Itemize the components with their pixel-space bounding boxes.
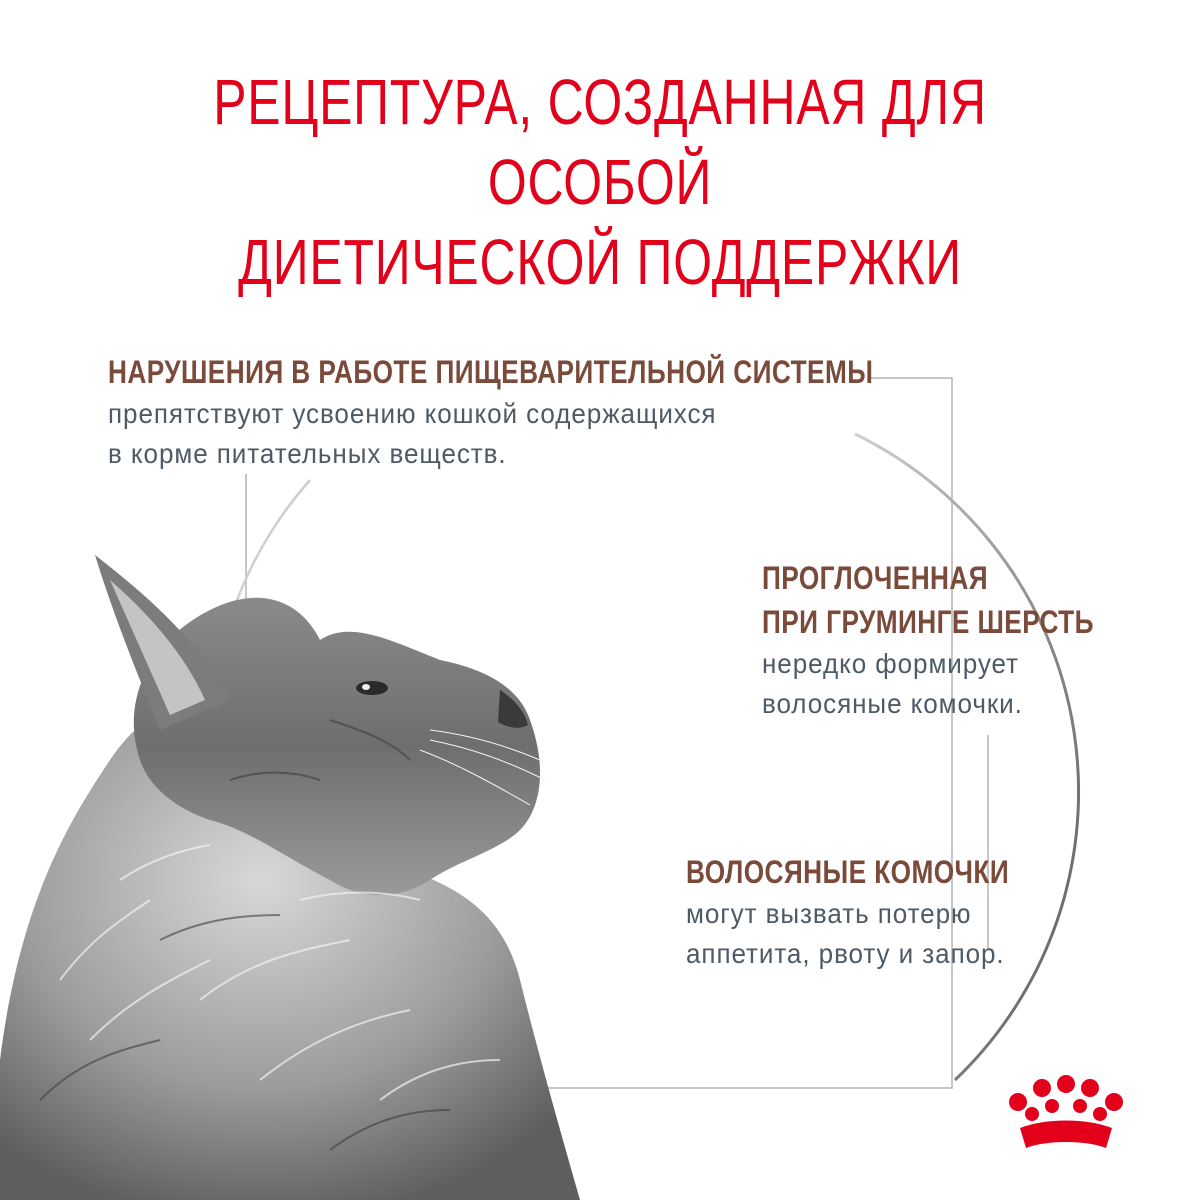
body-line: волосяные комочки.: [762, 688, 1023, 719]
info-heading: [108, 350, 873, 394]
info-body: [108, 394, 976, 474]
heading-line: ПРОГЛОЧЕННАЯ: [762, 560, 989, 596]
circle-arc: [855, 434, 1079, 1080]
body-line: нередко формирует: [762, 648, 1019, 679]
body-line: аппетита, рвоту и запор.: [686, 938, 1005, 969]
heading-line: ПРИ ГРУМИНГЕ ШЕРСТЬ: [762, 604, 1094, 640]
page-title: [132, 62, 1068, 302]
cat-photo: [0, 555, 580, 1200]
info-body: [686, 894, 1052, 974]
info-heading: [686, 850, 1009, 894]
title-line-1: РЕЦЕПТУРА, СОЗДАННАЯ ДЛЯ ОСОБОЙ: [213, 66, 987, 218]
info-block-digestion: [108, 350, 1041, 474]
title-line-2: ДИЕТИЧЕСКОЙ ПОДДЕРЖКИ: [238, 226, 962, 298]
heading-line: ВОЛОСЯНЫЕ КОМОЧКИ: [686, 854, 1010, 890]
info-block-swallowed-hair: [762, 556, 1167, 724]
body-line: препятствуют усвоению кошкой содержащихся: [108, 398, 717, 429]
body-line: в корме питательных веществ.: [108, 438, 507, 469]
royal-canin-crown-icon: [1006, 1072, 1126, 1156]
body-line: могут вызвать потерю: [686, 898, 972, 929]
info-body: [762, 644, 1138, 724]
heading-line: НАРУШЕНИЯ В РАБОТЕ ПИЩЕВАРИТЕЛЬНОЙ СИСТЕМЫ: [108, 354, 874, 390]
info-heading: [762, 556, 1094, 644]
info-block-hairballs: [686, 850, 1080, 974]
